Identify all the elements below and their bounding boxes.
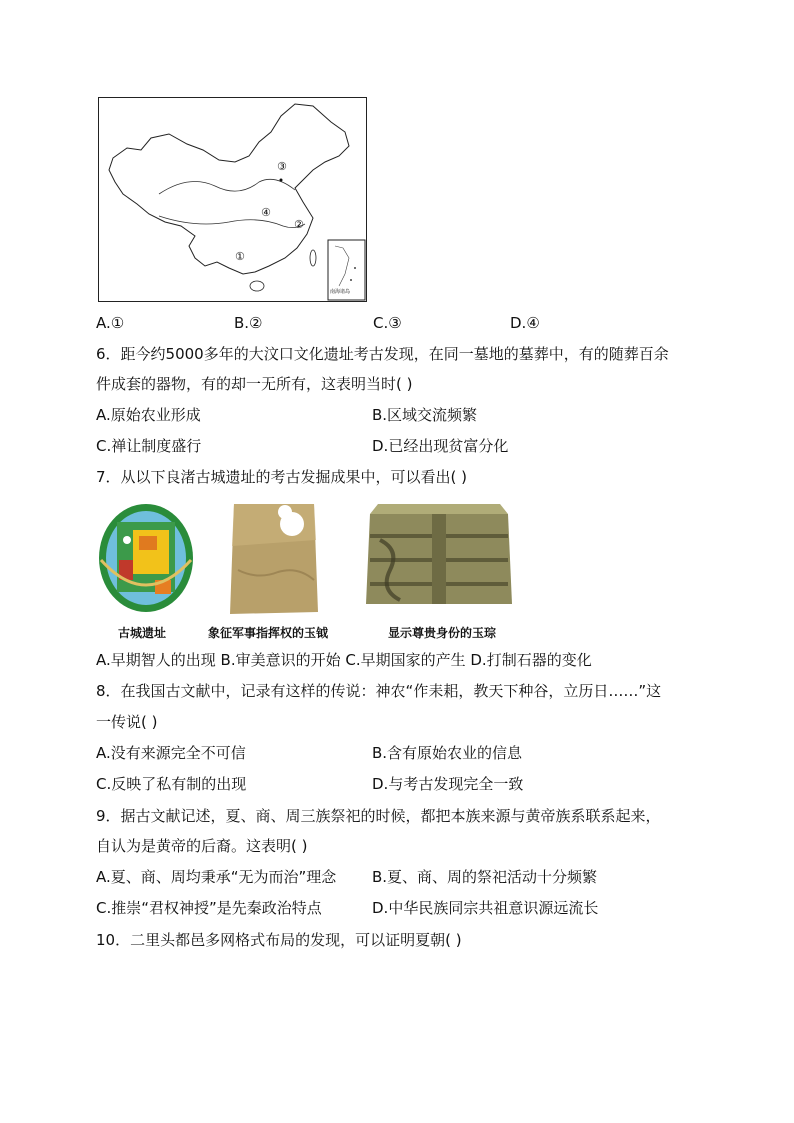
q5-option-d[interactable]: D.④ xyxy=(510,314,540,332)
q10-stem: 10．二里头都邑多网格式布局的发现，可以证明夏朝( ) xyxy=(96,931,462,949)
map-marker-1: ① xyxy=(235,250,245,263)
q8-option-b[interactable]: B.含有原始农业的信息 xyxy=(372,744,523,762)
caption-ancient-city: 古城遗址 xyxy=(118,626,167,640)
taiwan-island xyxy=(310,250,316,266)
caption-jade-cong: 显示尊贵身份的玉琮 xyxy=(388,626,497,640)
q8-stem-line2: 一传说( ) xyxy=(96,713,158,731)
q5-option-a[interactable]: A.① xyxy=(96,314,125,332)
hainan-island xyxy=(250,281,264,291)
jade-cong-image xyxy=(360,500,518,618)
china-map-svg xyxy=(99,98,366,301)
q6-stem-line2: 件成套的器物，有的却一无所有，这表明当时( ) xyxy=(96,375,413,393)
yellow-river xyxy=(159,179,295,194)
q6-stem-line1: 6．距今约5000多年的大汶口文化遗址考古发现，在同一墓地的墓葬中，有的随葬百余 xyxy=(96,345,669,363)
q9-option-a[interactable]: A.夏、商、周均秉承“无为而治”理念 xyxy=(96,868,337,886)
q6-option-c[interactable]: C.禅让制度盛行 xyxy=(96,437,202,455)
q6-option-d[interactable]: D.已经出现贫富分化 xyxy=(372,437,509,455)
map-marker-3: ③ xyxy=(277,160,287,173)
map-marker-2: ② xyxy=(294,218,304,231)
q8-option-a[interactable]: A.没有来源完全不可信 xyxy=(96,744,246,762)
q5-option-b[interactable]: B.② xyxy=(234,314,263,332)
caption-jade-yue: 象征军事指挥权的玉钺 xyxy=(208,626,329,640)
jade-yue-axe-image xyxy=(228,500,320,618)
q6-option-a[interactable]: A.原始农业形成 xyxy=(96,406,201,424)
q8-option-d[interactable]: D.与考古发现完全一致 xyxy=(372,775,524,793)
q8-option-c[interactable]: C.反映了私有制的出现 xyxy=(96,775,247,793)
q5-option-c[interactable]: C.③ xyxy=(373,314,402,332)
china-outline xyxy=(109,104,349,274)
china-map-figure xyxy=(98,97,367,302)
q7-stem: 7．从以下良渚古城遗址的考古发掘成果中，可以看出( ) xyxy=(96,468,468,486)
ancient-city-site-image xyxy=(97,500,195,618)
q9-stem-line2: 自认为是黄帝的后裔。这表明( ) xyxy=(96,837,308,855)
inset-label: 南海诸岛 xyxy=(330,289,351,295)
q9-option-d[interactable]: D.中华民族同宗共祖意识源远流长 xyxy=(372,899,599,917)
map-marker-4: ④ xyxy=(261,206,271,219)
q9-stem-line1: 9．据古文献记述，夏、商、周三族祭祀的时候，都把本族来源与黄帝族系联系起来， xyxy=(96,807,661,825)
q7-options[interactable]: A.早期智人的出现 B.审美意识的开始 C.早期国家的产生 D.打制石器的变化 xyxy=(96,651,592,669)
q9-option-c[interactable]: C.推崇“君权神授”是先秦政治特点 xyxy=(96,899,322,917)
q6-option-b[interactable]: B.区域交流频繁 xyxy=(372,406,478,424)
q8-stem-line1: 8．在我国古文献中，记录有这样的传说：神农“作耒耜，教天下种谷，立历日……”这 xyxy=(96,682,662,700)
q9-option-b[interactable]: B.夏、商、周的祭祀活动十分频繁 xyxy=(372,868,598,886)
